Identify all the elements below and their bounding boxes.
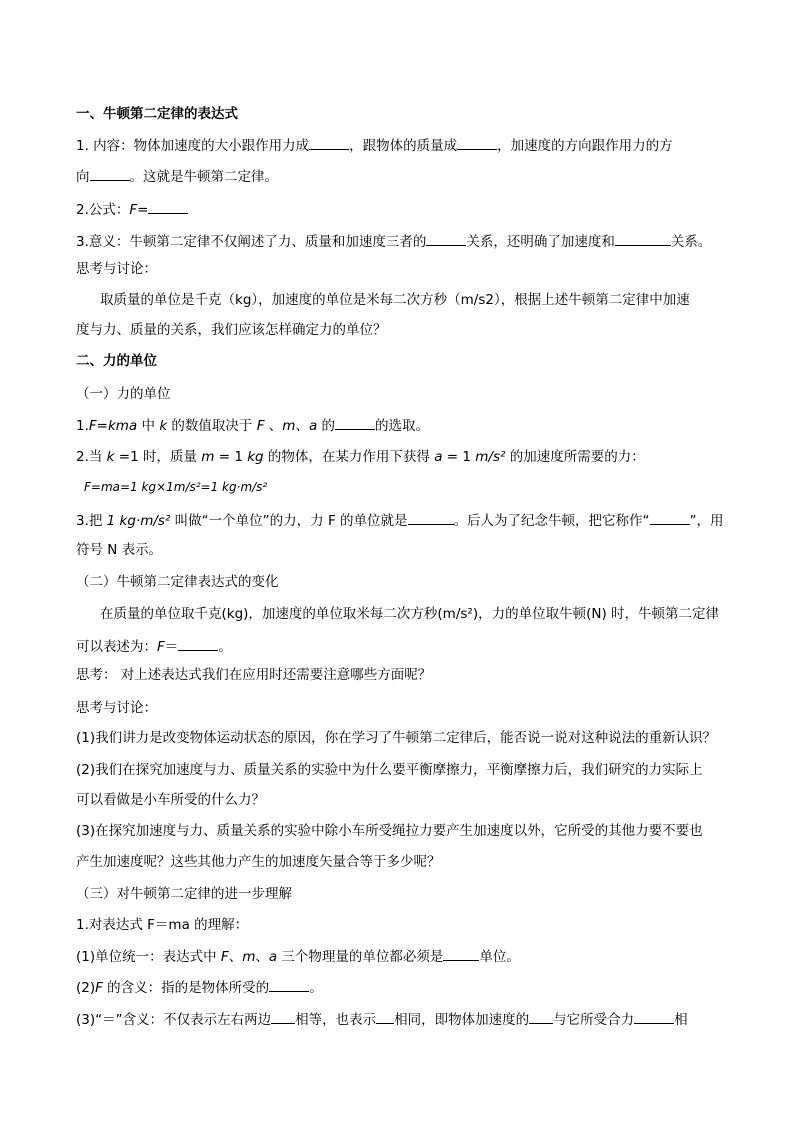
blank [335,415,375,430]
think-line: 思考： 对上述表达式我们在应用时还需要注意哪些方面呢？ [76,667,432,683]
unit-equation: F=ma=1 kg×1m/s²=1 kg·m/s² [84,480,268,494]
subsection-2-title: （二）牛顿第二定律表达式的变化 [76,574,279,590]
section-1-title: 一、牛顿第二定律的表达式 [76,106,238,122]
discussion-3b: 产生加速度呢？这些其他力产生的加速度矢量合等于多少呢？ [76,854,441,870]
blank [148,199,188,214]
unit-line-2: 2.当 k =1 时，质量 m = 1 kg 的物体，在某力作用下获得 a = 1 m/s² 的加速度所需要的力： [76,449,645,465]
variation-line-1: 在质量的单位取千克(kg)，加速度的单位取米每二次方秒(m/s²)，力的单位取牛顿(N) 时，牛顿第二定律 [100,606,720,622]
discussion-2b: 可以看做是小车所受的什么力？ [76,792,265,808]
blank [178,636,218,651]
discussion-1: (1)我们讲力是改变物体运动状态的原因，你在学习了牛顿第二定律后，能否说一说对这种说法的重新认识？ [76,730,717,746]
unit-line-3: 3.把 1 kg·m/s² 叫做“一个单位”的力，力 F 的单位就是 。后人为了纪念牛顿，把它称作“ ”，用 [76,510,734,530]
content-line-2: 向 。这就是牛顿第二定律。 [76,166,734,186]
think-heading-2: 思考与讨论： [76,700,157,716]
blank [457,135,497,150]
blank [271,1009,295,1024]
blank [443,946,479,961]
understand-line-1: 1.对表达式 F＝ma 的理解： [76,917,249,933]
blank [634,1009,674,1024]
section-2-title: 二、力的单位 [76,353,157,369]
subsection-1-title: （一）力的单位 [76,386,171,402]
blank [650,510,690,525]
meaning-line: 3.意义：牛顿第二定律不仅阐述了力、质量和加速度三者的 关系，还明确了加速度和 关系。 [76,231,734,251]
discussion-2a: (2)我们在探究加速度与力、质量关系的实验中为什么要平衡摩擦力，平衡摩擦力后，我们研究的力实际上 [76,762,703,778]
blank [90,166,130,181]
understand-line-4: (3)“＝”含义：不仅表示左右两边 相等，也表示 相同，即物体加速度的 与它所受合力 相 [76,1009,734,1029]
formula-line: 2.公式：F= [76,199,734,219]
think-heading: 思考与讨论： [76,261,157,277]
subsection-3-title: （三）对牛顿第二定律的进一步理解 [76,886,292,902]
content-line-1: 1. 内容：物体加速度的大小跟作用力成 ，跟物体的质量成 ，加速度的方向跟作用力的方 [76,135,734,155]
blank [376,1009,394,1024]
blank [309,135,349,150]
variation-line-2: 可以表述为：F＝ 。 [76,636,734,656]
understand-line-2: (1)单位统一：表达式中 F、m、a 三个物理量的单位都必须是 单位。 [76,946,734,966]
blank [408,510,454,525]
blank [426,231,466,246]
unit-line-4: 符号 N 表示。 [76,542,163,558]
blank [615,231,671,246]
blank [529,1009,553,1024]
question-line-1: 取质量的单位是千克（kg），加速度的单位是米每二次方秒（m/s2），根据上述牛顿第二定律中加速 [100,292,690,308]
unit-line-1: 1.F=kma 中 k 的数值取决于 F 、m、a 的 的选取。 [76,415,734,435]
blank [269,977,309,992]
understand-line-3: (2)F 的含义：指的是物体所受的 。 [76,977,734,997]
discussion-3a: (3)在探究加速度与力、质量关系的实验中除小车所受绳拉力要产生加速度以外，它所受的其他力要不要也 [76,823,703,839]
question-line-2: 度与力、质量的关系，我们应该怎样确定力的单位？ [76,322,387,338]
